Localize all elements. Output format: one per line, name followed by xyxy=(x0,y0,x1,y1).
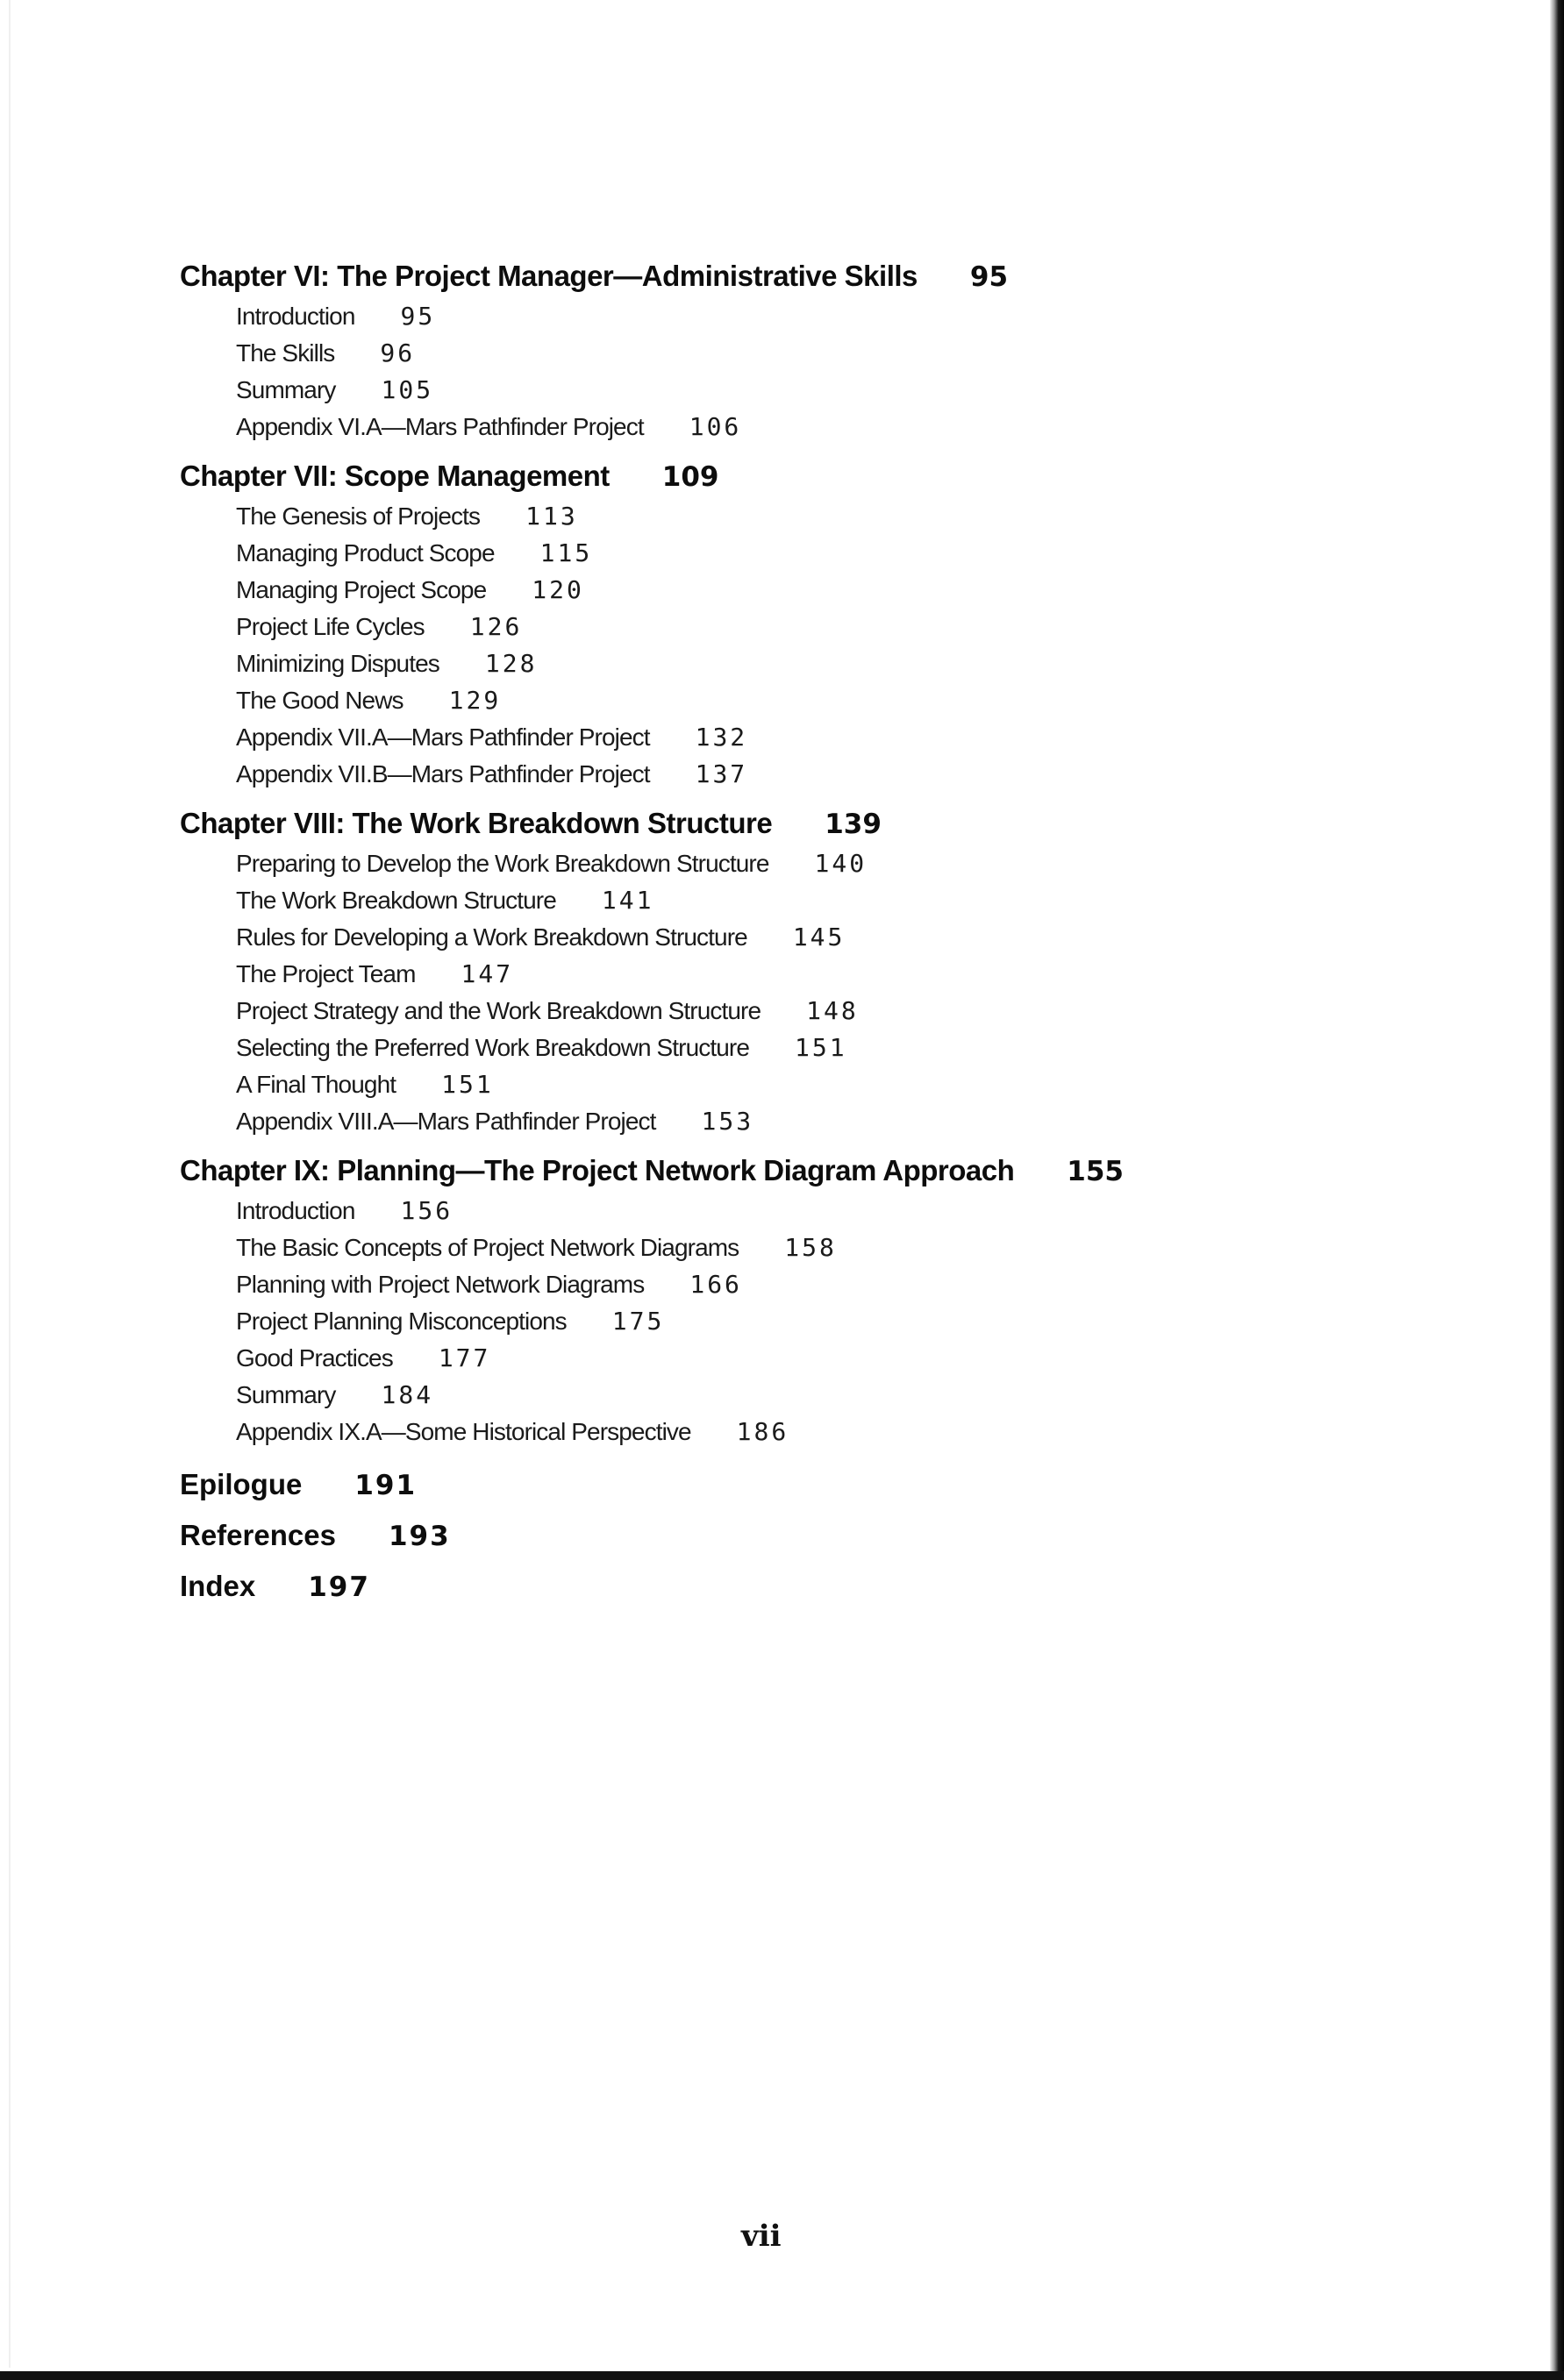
toc-entry[interactable] xyxy=(236,609,1408,645)
chapter-page-number: 95 xyxy=(969,261,1009,293)
entry-title: Selecting the Preferred Work Breakdown Structure xyxy=(236,1034,750,1061)
entry-title: Good Practices xyxy=(236,1344,393,1372)
page-gutter-shadow xyxy=(9,0,11,2368)
toc-entry[interactable] xyxy=(236,1266,1408,1303)
entry-page-number: 151 xyxy=(795,1033,847,1062)
chapter-7 xyxy=(180,454,1408,793)
chapter-entries xyxy=(180,498,1408,793)
entry-title: A Final Thought xyxy=(236,1071,396,1098)
entry-page-number: 95 xyxy=(400,302,436,331)
entry-page-number: 106 xyxy=(689,412,742,441)
chapter-heading[interactable] xyxy=(180,1149,1408,1193)
entry-page-number: 158 xyxy=(784,1233,837,1262)
entry-title: The Basic Concepts of Project Network Diagrams xyxy=(236,1234,739,1261)
toc-entry[interactable] xyxy=(236,1303,1408,1340)
entry-title: Appendix IX.A—Some Historical Perspective xyxy=(236,1418,691,1445)
entry-title: Appendix VII.B—Mars Pathfinder Project xyxy=(236,760,650,787)
chapter-entries xyxy=(180,845,1408,1140)
toc-entry[interactable] xyxy=(236,572,1408,609)
toc-entry[interactable] xyxy=(236,1030,1408,1066)
chapter-heading[interactable] xyxy=(180,802,1408,845)
entry-page-number: 96 xyxy=(380,338,416,367)
toc-entry[interactable] xyxy=(236,372,1408,409)
entry-page-number: 105 xyxy=(381,375,434,404)
backmatter-epilogue[interactable] xyxy=(180,1459,1408,1510)
entry-page-number: 177 xyxy=(438,1343,491,1372)
entry-page-number: 128 xyxy=(484,649,538,678)
entry-page-number: 147 xyxy=(461,959,514,988)
entry-page-number: 175 xyxy=(611,1307,665,1336)
backmatter-title: References xyxy=(180,1519,336,1551)
toc-entry[interactable] xyxy=(236,1066,1408,1103)
entry-title: The Skills xyxy=(236,339,335,367)
entry-title: Appendix VIII.A—Mars Pathfinder Project xyxy=(236,1108,656,1135)
backmatter-references[interactable] xyxy=(180,1510,1408,1561)
entry-title: Managing Product Scope xyxy=(236,539,495,566)
chapter-title: Chapter VII: Scope Management xyxy=(180,460,610,492)
entry-title: Appendix VII.A—Mars Pathfinder Project xyxy=(236,723,650,751)
entry-page-number: 186 xyxy=(736,1417,789,1446)
toc-entry[interactable] xyxy=(236,298,1408,335)
toc-entry[interactable] xyxy=(236,1414,1408,1450)
entry-page-number: 148 xyxy=(806,996,859,1025)
chapter-9 xyxy=(180,1149,1408,1450)
toc-entry[interactable] xyxy=(236,1193,1408,1229)
chapter-title: Chapter VI: The Project Manager—Administrative Skills xyxy=(180,260,918,292)
entry-page-number: 166 xyxy=(689,1270,742,1299)
chapter-entries xyxy=(180,1193,1408,1450)
entry-title: The Work Breakdown Structure xyxy=(236,887,556,914)
backmatter-page-number: 191 xyxy=(354,1470,418,1501)
toc-entry[interactable] xyxy=(236,682,1408,719)
toc-entry[interactable] xyxy=(236,1229,1408,1266)
chapter-title: Chapter IX: Planning—The Project Network Diagram Approach xyxy=(180,1154,1015,1186)
entry-title: Rules for Developing a Work Breakdown Structure xyxy=(236,923,747,951)
entry-page-number: 115 xyxy=(539,538,593,567)
chapter-heading[interactable] xyxy=(180,454,1408,498)
backmatter-page-number: 197 xyxy=(308,1571,370,1603)
chapter-page-number: 155 xyxy=(1067,1156,1124,1187)
page-edge-right xyxy=(1550,0,1564,2380)
entry-title: Summary xyxy=(236,376,336,403)
toc-entry[interactable] xyxy=(236,756,1408,793)
page-edge-bottom xyxy=(0,2371,1564,2380)
entry-page-number: 145 xyxy=(792,923,846,951)
entry-title: Managing Project Scope xyxy=(236,576,487,603)
entry-page-number: 113 xyxy=(525,502,578,531)
entry-title: Summary xyxy=(236,1381,336,1408)
toc-entry[interactable] xyxy=(236,993,1408,1030)
entry-title: Introduction xyxy=(236,303,355,330)
entry-page-number: 132 xyxy=(695,723,748,752)
backmatter-page-number: 193 xyxy=(388,1521,451,1552)
entry-page-number: 141 xyxy=(601,886,654,915)
entry-title: Project Planning Misconceptions xyxy=(236,1308,567,1335)
backmatter-index[interactable] xyxy=(180,1561,1408,1612)
entry-title: The Project Team xyxy=(236,960,416,987)
backmatter xyxy=(180,1459,1408,1612)
toc-entry[interactable] xyxy=(236,882,1408,919)
backmatter-title: Epilogue xyxy=(180,1468,303,1500)
toc-entry[interactable] xyxy=(236,498,1408,535)
entry-title: Appendix VI.A—Mars Pathfinder Project xyxy=(236,413,644,440)
toc-entry[interactable] xyxy=(236,919,1408,956)
chapter-6 xyxy=(180,254,1408,445)
entry-page-number: 184 xyxy=(381,1380,434,1409)
entry-page-number: 120 xyxy=(532,575,584,604)
entry-title: Project Life Cycles xyxy=(236,613,425,640)
entry-page-number: 126 xyxy=(469,612,523,641)
entry-title: Minimizing Disputes xyxy=(236,650,439,677)
entry-title: Planning with Project Network Diagrams xyxy=(236,1271,645,1298)
toc-entry[interactable] xyxy=(236,645,1408,682)
toc-entry[interactable] xyxy=(236,1377,1408,1414)
chapter-page-number: 109 xyxy=(661,461,719,493)
entry-title: The Genesis of Projects xyxy=(236,502,481,530)
entry-page-number: 156 xyxy=(400,1196,453,1225)
entry-page-number: 151 xyxy=(441,1070,494,1099)
toc-entry[interactable] xyxy=(236,1103,1408,1140)
entry-page-number: 137 xyxy=(695,759,748,788)
chapter-heading[interactable] xyxy=(180,254,1408,298)
toc-entry[interactable] xyxy=(236,719,1408,756)
toc-entry[interactable] xyxy=(236,956,1408,993)
page-folio: vii xyxy=(741,2219,782,2254)
entry-title: The Good News xyxy=(236,687,403,714)
entry-title: Preparing to Develop the Work Breakdown Structure xyxy=(236,850,769,877)
entry-page-number: 153 xyxy=(701,1107,754,1136)
backmatter-title: Index xyxy=(180,1570,256,1602)
toc-entry[interactable] xyxy=(236,335,1408,372)
toc-entry[interactable] xyxy=(236,845,1408,882)
toc-entry[interactable] xyxy=(236,1340,1408,1377)
chapter-entries xyxy=(180,298,1408,445)
toc-entry[interactable] xyxy=(236,409,1408,445)
entry-page-number: 140 xyxy=(814,849,868,878)
toc-entry[interactable] xyxy=(236,535,1408,572)
table-of-contents xyxy=(180,254,1408,1612)
entry-title: Introduction xyxy=(236,1197,355,1224)
entry-title: Project Strategy and the Work Breakdown Structure xyxy=(236,997,761,1024)
chapter-title: Chapter VIII: The Work Breakdown Structure xyxy=(180,807,773,839)
entry-page-number: 129 xyxy=(448,686,502,715)
chapter-page-number: 139 xyxy=(825,809,882,840)
chapter-8 xyxy=(180,802,1408,1140)
